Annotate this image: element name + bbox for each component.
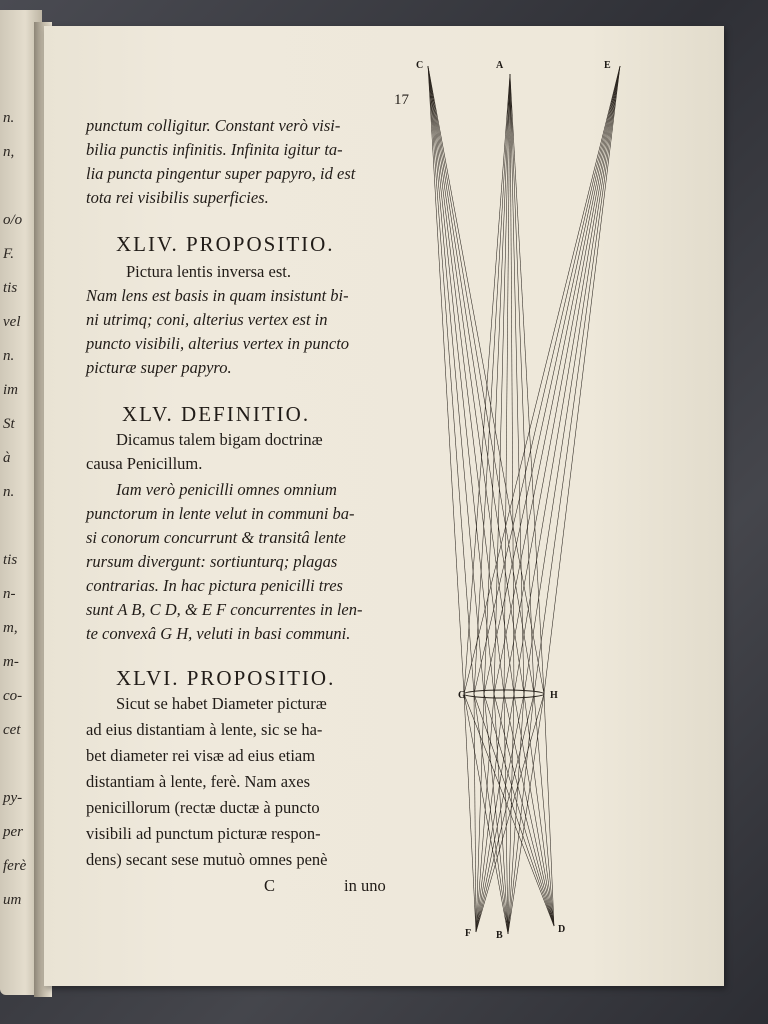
left-page-fragment: vel <box>3 314 21 330</box>
text-line: rursum divergunt: sortiunturq; plagas <box>86 552 338 571</box>
left-page-fragment: m- <box>3 654 19 670</box>
ray-line <box>544 694 554 926</box>
text-line: ad eius distantiam à lente, sic se ha- <box>86 720 323 739</box>
text-line: distantiam à lente, ferè. Nam axes <box>86 772 311 791</box>
ray-line <box>514 66 620 694</box>
text-line: picturæ super papyro. <box>86 358 232 377</box>
lens-ray-diagram <box>44 26 724 986</box>
ray-line <box>428 66 494 694</box>
left-page-fragment: n, <box>3 144 15 160</box>
text-line: dens) secant sese mutuò omnes penè <box>86 850 328 869</box>
left-page-fragment: um <box>3 892 22 908</box>
text-line: Nam lens est basis in quam insistunt bi- <box>86 286 349 305</box>
proposition-statement: Pictura lentis inversa est. <box>126 262 291 281</box>
left-page-fragment: F. <box>3 246 14 262</box>
left-page-fragment: m, <box>3 620 18 636</box>
text-line: si conorum concurrunt & transitâ lente <box>86 528 346 547</box>
left-page-fragment: ferè <box>3 858 27 874</box>
ray-line <box>474 694 508 934</box>
text-line: lia puncta pingentur super papyro, id est <box>86 164 356 183</box>
left-page-fragment: n. <box>3 484 15 500</box>
left-page-fragment: à <box>3 450 11 466</box>
text-line: punctorum in lente velut in communi ba- <box>86 504 355 523</box>
signature-mark: C <box>264 876 276 895</box>
ray-line <box>428 66 464 694</box>
ray-line <box>524 66 620 694</box>
ray-line <box>504 694 554 926</box>
diagram-label-g: G <box>458 690 466 701</box>
ray-line <box>494 694 554 926</box>
section-heading: XLV. DEFINITIO. <box>122 402 311 426</box>
left-page-fragment: im <box>3 382 18 398</box>
text-line: punctum colligitur. Constant verò visi- <box>86 116 341 135</box>
page-number: 17 <box>394 92 409 108</box>
text-line: bilia punctis infinitis. Infinita igitur ta- <box>86 140 343 159</box>
left-page-fragment: co- <box>3 688 23 704</box>
ray-line <box>428 66 474 694</box>
catchword: in uno <box>344 876 386 895</box>
diagram-label-d: D <box>558 924 566 935</box>
left-page-fragment: o/o <box>3 212 23 228</box>
diagram-label-h: H <box>550 690 558 701</box>
text-line: te convexâ G H, veluti in basi communi. <box>86 624 351 643</box>
text-line: penicillorum (rectæ ductæ à puncto <box>86 798 320 817</box>
left-page-fragment: per <box>3 824 23 840</box>
ray-line <box>474 74 510 694</box>
left-page-fragment: py- <box>3 790 23 806</box>
ray-line <box>508 694 514 934</box>
ray-line <box>484 66 620 694</box>
book-page <box>44 26 724 986</box>
ray-line <box>476 694 534 932</box>
ray-line <box>484 74 510 694</box>
ray-line <box>428 66 534 694</box>
text-line: ni utrimq; coni, alterius vertex est in <box>86 310 328 329</box>
left-page-fragment: n- <box>3 586 16 602</box>
diagram-label-f: F <box>465 928 472 939</box>
ray-line <box>476 694 494 932</box>
definition-statement: Dicamus talem bigam doctrinæ <box>116 430 323 449</box>
section-heading: XLVI. PROPOSITIO. <box>116 666 336 690</box>
text-line: Iam verò penicilli omnes omnium <box>116 480 337 499</box>
left-page-fragment: tis <box>3 552 18 568</box>
ray-line <box>508 694 544 934</box>
ray-line <box>504 74 510 694</box>
diagram-label-e: E <box>604 60 611 71</box>
ray-line <box>484 694 554 926</box>
left-page-fragment: n. <box>3 110 15 126</box>
ray-line <box>428 66 504 694</box>
ray-line <box>494 74 510 694</box>
diagram-label-c: C <box>416 60 424 71</box>
ray-line <box>428 66 524 694</box>
text-line: puncto visibili, alterius vertex in puncto <box>86 334 350 353</box>
text-line: bet diameter rei visæ ad eius etiam <box>86 746 316 765</box>
ray-line <box>494 66 620 694</box>
definition-statement: causa Penicillum. <box>86 454 203 473</box>
left-page-fragment: n. <box>3 348 15 364</box>
text-line: Sicut se habet Diameter picturæ <box>116 694 327 713</box>
left-page-fragment: tis <box>3 280 18 296</box>
diagram-label-a: A <box>496 60 504 71</box>
ray-line <box>428 66 484 694</box>
diagram-label-b: B <box>496 930 503 941</box>
text-line: visibili ad punctum picturæ respon- <box>86 824 321 843</box>
ray-line <box>534 694 554 926</box>
section-heading: XLIV. PROPOSITIO. <box>116 232 335 256</box>
text-line: tota rei visibilis superficies. <box>86 188 269 207</box>
left-page-fragment: St <box>3 416 15 432</box>
ray-line <box>504 66 620 694</box>
left-page-fragment: cet <box>3 722 21 738</box>
text-line: contrarias. In hac pictura penicilli tres <box>86 576 343 595</box>
ray-line <box>544 66 620 694</box>
text-line: sunt A B, C D, & E F concurrentes in len- <box>86 600 363 619</box>
